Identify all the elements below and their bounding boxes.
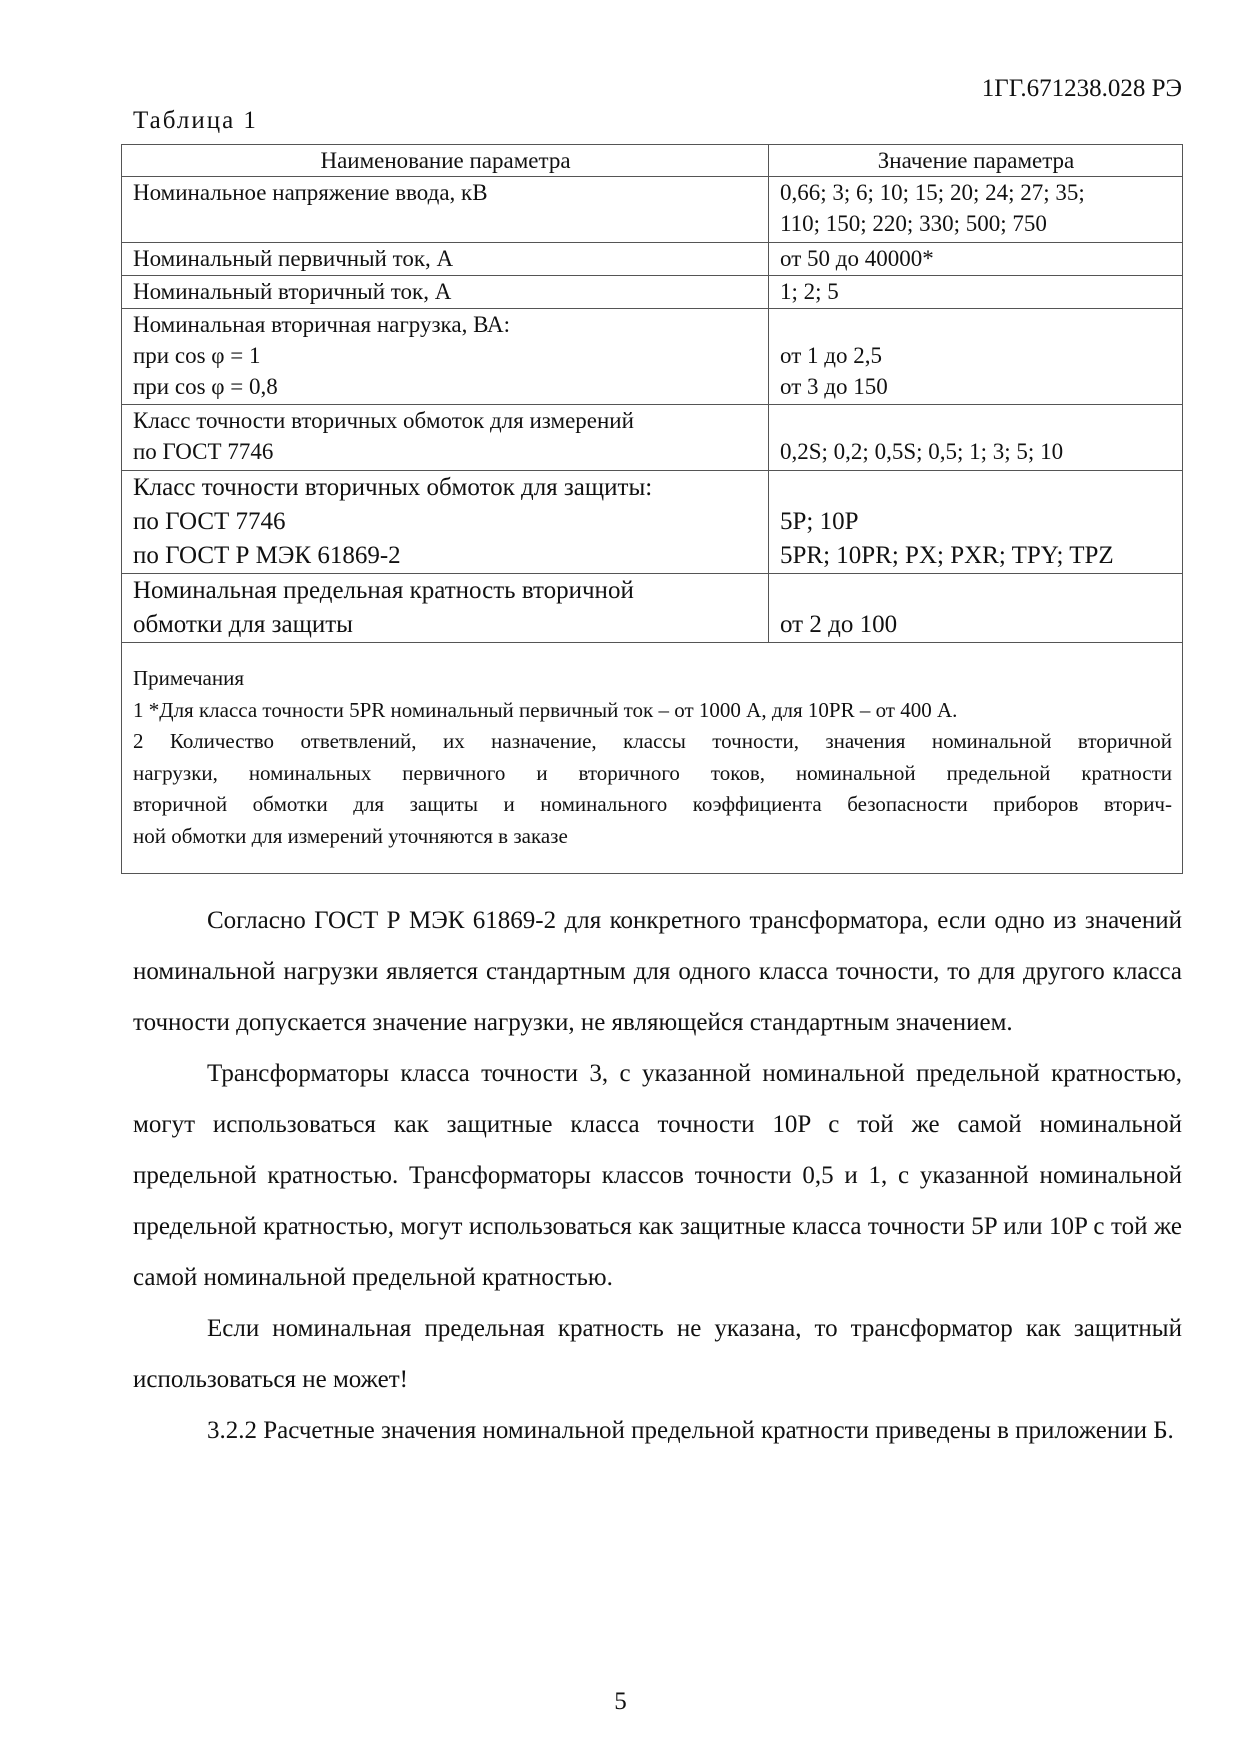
cell-text: от 3 до 150: [780, 374, 888, 399]
cell-text: Номинальный первичный ток, А: [133, 246, 454, 271]
parameter-name-cell: [122, 405, 769, 471]
cell-text: 5P; 10P: [780, 508, 859, 535]
parameter-name-cell: [122, 177, 769, 243]
cell-text: при cos φ = 0,8: [133, 374, 278, 399]
parameters-table: [121, 144, 1183, 874]
note-line: нагрузки, номинальных первичного и вторичного токов, номинальной предельной кратности: [133, 760, 1172, 785]
cell-text: от 1 до 2,5: [780, 343, 882, 368]
column-header-parameter-name: Наименование параметра: [122, 145, 769, 177]
cell-text: 0,2S; 0,2; 0,5S; 0,5; 1; 3; 5; 10: [780, 439, 1064, 464]
table-notes: [122, 643, 1183, 874]
cell-text: Номинальная предельная кратность вторичной: [133, 577, 634, 604]
cell-text: по ГОСТ 7746: [133, 439, 274, 464]
cell-text: Номинальная вторичная нагрузка, ВА:: [133, 312, 510, 337]
parameter-value-cell: [769, 574, 1183, 643]
cell-text: обмотки для защиты: [133, 611, 353, 638]
table-row: [122, 471, 1183, 574]
table-row: [122, 309, 1183, 405]
parameter-value-cell: [769, 405, 1183, 471]
parameter-name-cell: [122, 471, 769, 574]
table-row: [122, 177, 1183, 243]
parameter-value-cell: [769, 276, 1183, 309]
table-header-row: [122, 145, 1183, 177]
parameter-name-cell: [122, 243, 769, 276]
cell-text: 0,66; 3; 6; 10; 15; 20; 24; 27; 35;: [780, 180, 1085, 205]
note-line: ной обмотки для измерений уточняются в заказе: [133, 823, 568, 848]
parameter-name-cell: [122, 309, 769, 405]
cell-text: Класс точности вторичных обмоток для измерений: [133, 408, 634, 433]
table-caption: Таблица 1: [133, 107, 258, 134]
note-line: вторичной обмотки для защиты и номинального коэффициента безопасности приборов вторич-: [133, 792, 1172, 816]
section-3-2-2-paragraph: 3.2.2 Расчетные значения номинальной предельной кратности приведены в приложении Б.: [207, 1417, 1174, 1444]
note-line: 1 *Для класса точности 5PR номинальный первичный ток – от 1000 А, для 10PR – от 400 А.: [133, 697, 958, 722]
table-row: [122, 243, 1183, 276]
parameter-name-cell: [122, 276, 769, 309]
paragraph: Трансформаторы класса точности 3, с указанной номинальной предельной кратностью, могут использоваться как защитные класса точности 10P с той же самой номинальной предельной кратностью. Трансформаторы классов точности 0,5 и 1, с указанной номинальной предельной кратностью, могут использоваться как защитные класса точности 5P или 10P с той же самой номинальной предельной кратностью.: [133, 1060, 1182, 1291]
parameter-value-cell: [769, 471, 1183, 574]
cell-text: Класс точности вторичных обмоток для защиты:: [133, 474, 653, 501]
blank-line: [780, 471, 1172, 505]
parameter-value-cell: [769, 309, 1183, 405]
paragraph: Если номинальная предельная кратность не указана, то трансформатор как защитный использоваться не может!: [133, 1315, 1182, 1393]
table-row: [122, 276, 1183, 309]
cell-text: при cos φ = 1: [133, 343, 261, 368]
column-header-parameter-value: Значение параметра: [769, 145, 1183, 177]
document-code: 1ГГ.671238.028 РЭ: [981, 75, 1182, 102]
blank-line: [780, 574, 1172, 608]
cell-text: по ГОСТ 7746: [133, 508, 286, 535]
table-row: [122, 574, 1183, 643]
cell-text: Номинальное напряжение ввода, кВ: [133, 180, 488, 205]
cell-text: от 50 до 40000*: [780, 246, 934, 271]
table-row: [122, 405, 1183, 471]
cell-text: Номинальный вторичный ток, А: [133, 279, 452, 304]
parameter-value-cell: [769, 177, 1183, 243]
cell-text: 5PR; 10PR; PX; PXR; TPY; TPZ: [780, 542, 1114, 569]
parameter-name-cell: [122, 574, 769, 643]
table-notes-row: [122, 643, 1183, 874]
body-text: [133, 895, 1182, 1456]
cell-text: по ГОСТ Р МЭК 61869-2: [133, 542, 401, 569]
notes-title: Примечания: [133, 666, 245, 690]
parameter-value-cell: [769, 243, 1183, 276]
page-number: 5: [614, 1688, 627, 1715]
blank-line: [780, 309, 1172, 340]
cell-text: 1; 2; 5: [780, 279, 839, 304]
note-line: 2 Количество ответвлений, их назначение, классы точности, значения номинальной вторичной: [133, 729, 1172, 753]
paragraph: Согласно ГОСТ Р МЭК 61869-2 для конкретного трансформатора, если одно из значений номинальной нагрузки является стандартным для одного класса точности, то для другого класса точности допускается значение нагрузки, не являющейся стандартным значением.: [133, 907, 1182, 1036]
cell-text: 110; 150; 220; 330; 500; 750: [780, 211, 1047, 236]
blank-line: [780, 405, 1172, 436]
cell-text: от 2 до 100: [780, 611, 898, 638]
